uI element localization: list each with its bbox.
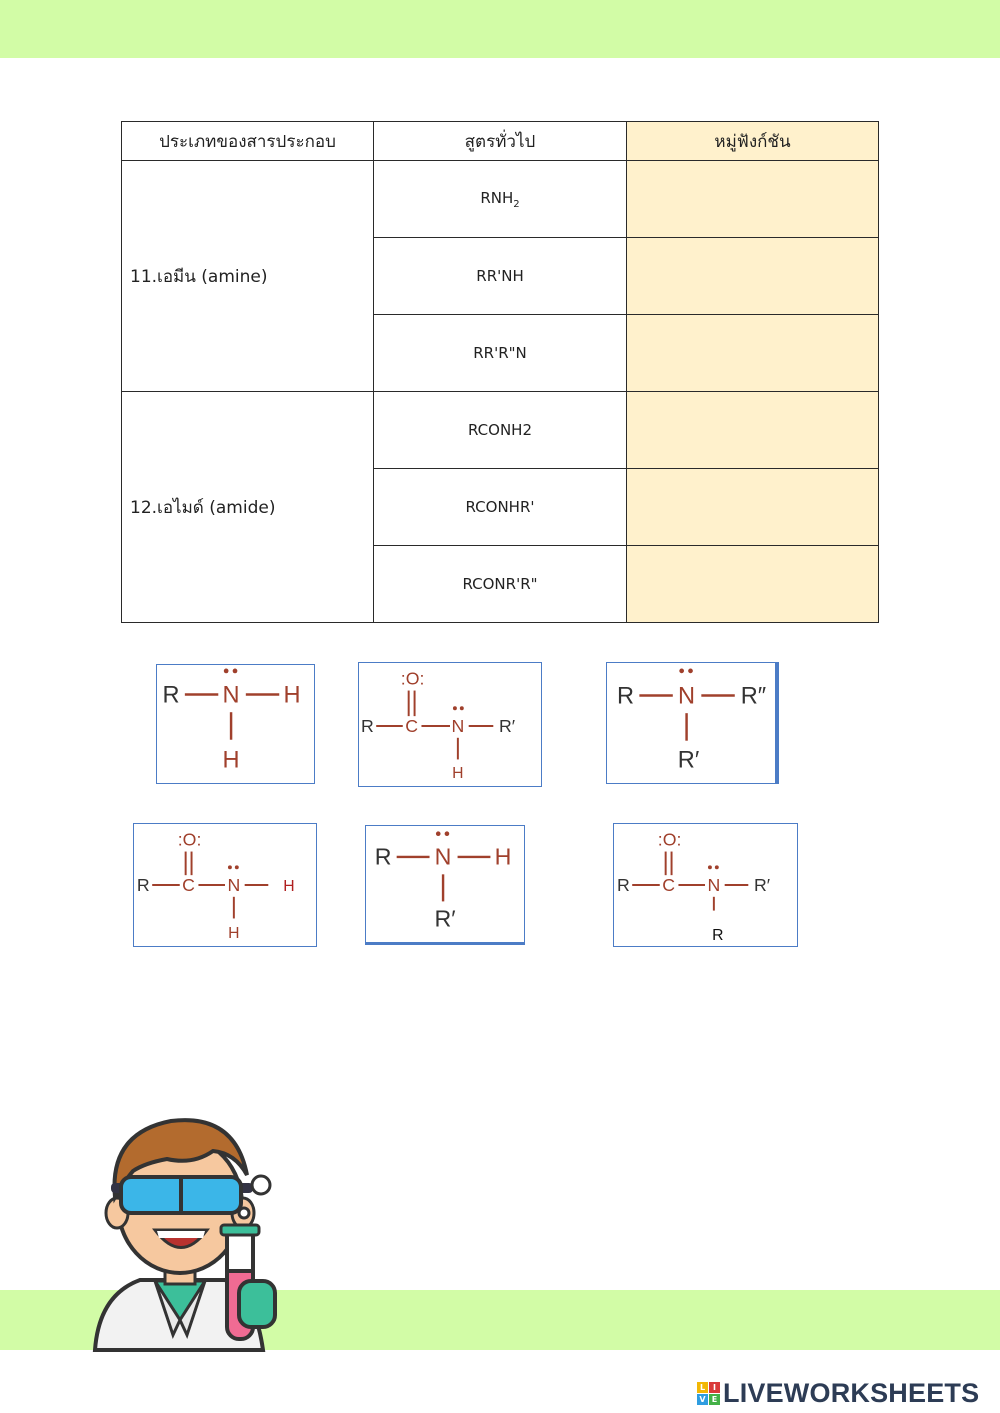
structure-secondary-amine[interactable] (365, 825, 525, 945)
atom-h: H (452, 765, 464, 783)
atom-r: R (162, 682, 180, 709)
header-compound-type: ประเภทของสารประกอบ (122, 122, 374, 161)
structure-tertiary-amide[interactable] (613, 823, 798, 947)
atom-n: N (707, 874, 721, 895)
answer-input-cell[interactable] (627, 238, 879, 315)
atom-c: C (182, 874, 195, 895)
brand-name: LIVEWORKSHEETS (723, 1377, 980, 1408)
atom-r: R (136, 874, 150, 895)
atom-h: H (222, 747, 240, 774)
category-amide: 12.เอไมด์ (amide) (122, 392, 374, 623)
atom-r: R (616, 874, 630, 895)
answer-input-cell[interactable] (627, 161, 879, 238)
atom-r: R (374, 843, 392, 870)
formula-cell: RR'NH (374, 238, 627, 315)
structure-primary-amide[interactable] (133, 823, 317, 947)
table-row (122, 392, 879, 469)
functional-group-table (121, 121, 879, 623)
answer-input-cell[interactable] (627, 546, 879, 623)
atom-r-prime: R′ (434, 905, 456, 932)
atom-o: :O: (657, 829, 682, 850)
answer-input-cell[interactable] (627, 315, 879, 392)
atom-n: N (451, 715, 465, 736)
atom-r: R (360, 715, 374, 736)
table-header-row (122, 122, 879, 161)
atom-r-prime: R′ (754, 874, 771, 895)
atom-h: H (494, 843, 512, 870)
atom-n: N (434, 843, 452, 870)
structure-primary-amine[interactable] (156, 664, 315, 784)
atom-c: C (662, 874, 676, 895)
table-row (122, 161, 879, 238)
atom-r: R (617, 683, 635, 710)
atom-h: H (283, 877, 295, 895)
atom-c: C (405, 715, 419, 736)
brand-icon: L I V E (697, 1382, 720, 1405)
formula-cell: RCONR'R" (374, 546, 627, 623)
liveworksheets-logo[interactable] (697, 1376, 997, 1410)
formula-cell: RCONH2 (374, 392, 627, 469)
atom-h: H (283, 682, 301, 709)
atom-r-prime: R′ (677, 747, 700, 774)
atom-r-double-prime: R″ (740, 683, 767, 710)
atom-o: :O: (400, 668, 425, 689)
structure-tertiary-amine[interactable] (606, 662, 779, 784)
structure-secondary-amide[interactable] (358, 662, 542, 787)
top-band (0, 0, 1000, 58)
atom-n: N (678, 683, 696, 710)
header-functional-group: หมู่ฟังก์ชัน (627, 122, 879, 161)
category-amine: 11.เอมีน (amine) (122, 161, 374, 392)
scientist-illustration (85, 1105, 290, 1355)
atom-o: :O: (177, 829, 202, 850)
answer-input-cell[interactable] (627, 392, 879, 469)
atom-n: N (222, 682, 240, 709)
atom-n: N (227, 874, 241, 895)
formula-cell: RCONHR' (374, 469, 627, 546)
formula-cell: $RNH_2$ (374, 161, 627, 238)
header-general-formula: สูตรทั่วไป (374, 122, 627, 161)
atom-h: H (228, 925, 240, 943)
atom-r-prime: R′ (499, 715, 516, 736)
formula-cell: RR'R"N (374, 315, 627, 392)
answer-input-cell[interactable] (627, 469, 879, 546)
atom-r: R (712, 927, 724, 945)
